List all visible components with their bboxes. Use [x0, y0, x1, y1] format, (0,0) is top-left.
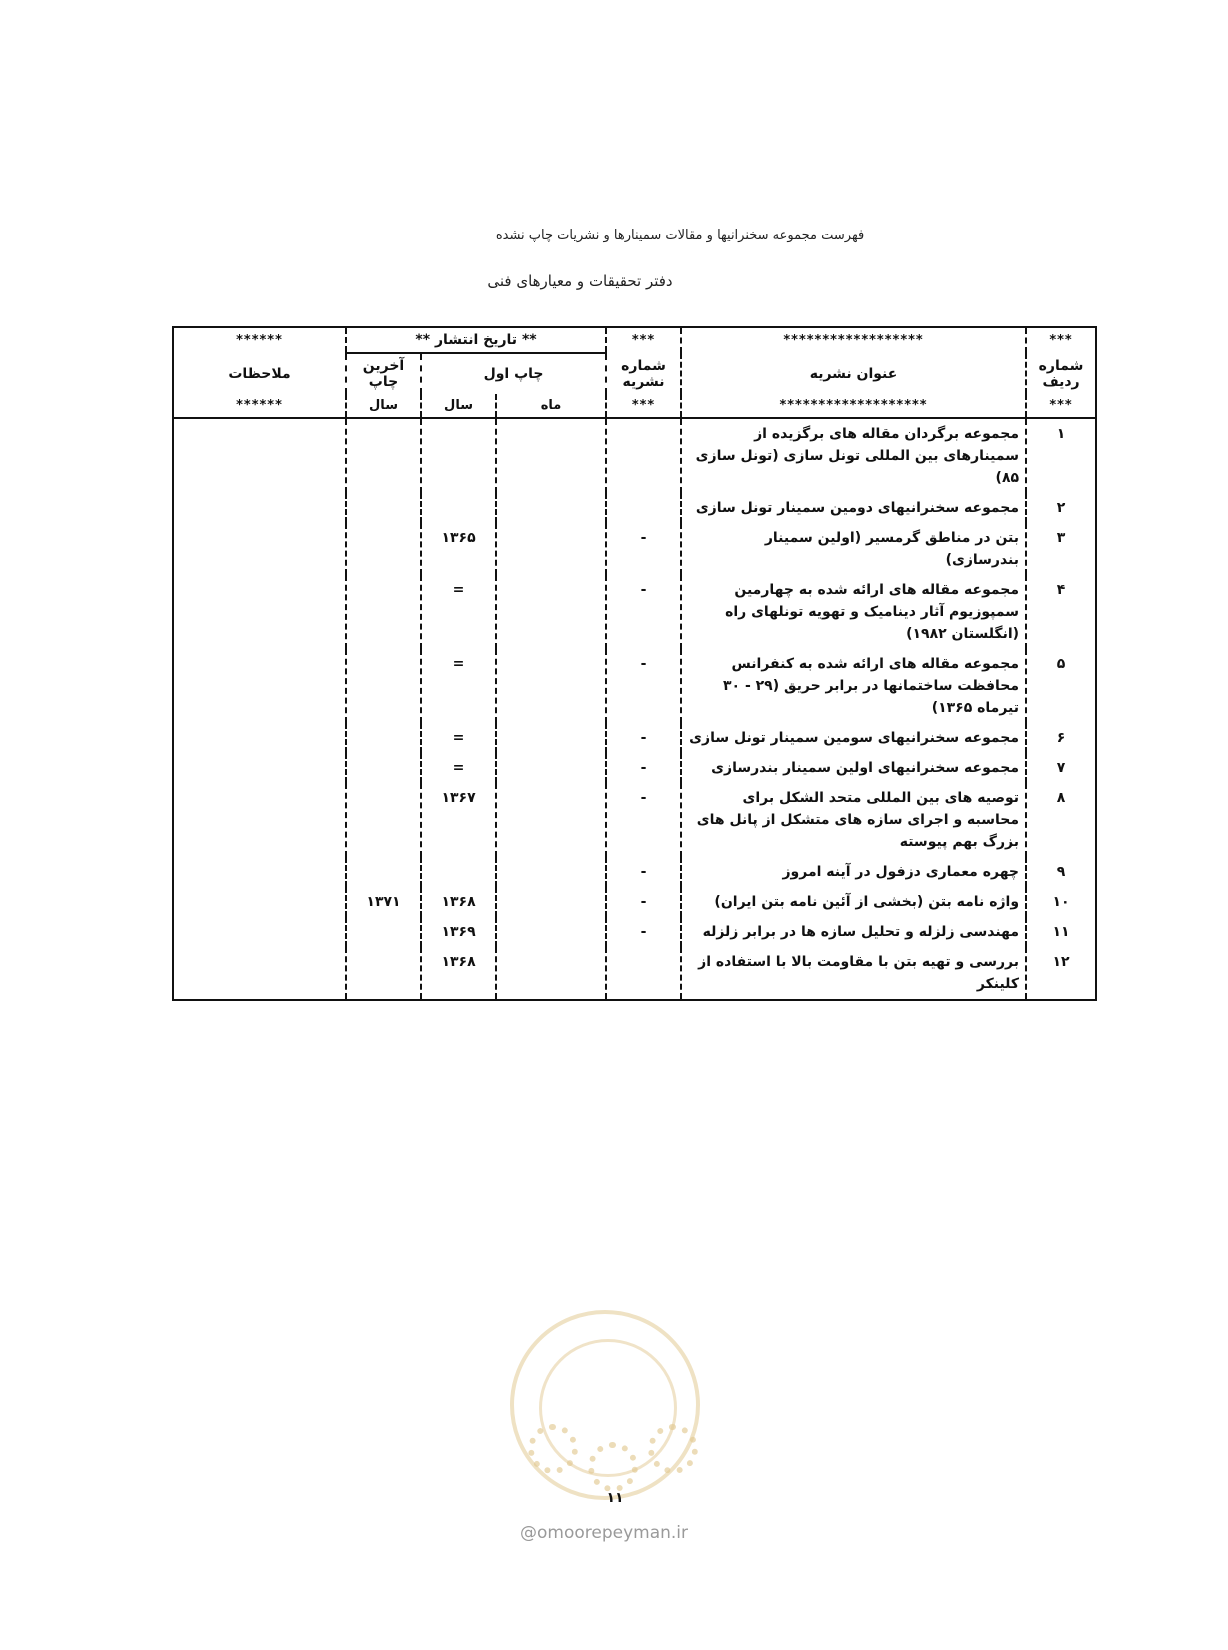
table-row	[173, 917, 1096, 947]
row-last-print-cell	[346, 523, 421, 575]
table-row	[173, 947, 1096, 1000]
header-first-print: چاپ اول	[421, 353, 606, 394]
row-year-cell: =	[421, 753, 496, 783]
row-pub-number-cell: -	[606, 917, 681, 947]
row-month-cell	[496, 418, 606, 493]
header-stars-notes: ******	[173, 327, 346, 353]
row-pub-number-cell: -	[606, 857, 681, 887]
row-last-print-cell	[346, 917, 421, 947]
row-number-cell: ۸	[1026, 783, 1096, 857]
row-notes-cell	[173, 753, 346, 783]
row-year-cell	[421, 857, 496, 887]
document-title: فهرست مجموعه سخنرانیها و مقالات سمینارها و نشریات چاپ نشده	[495, 228, 865, 243]
gear-icon	[588, 1442, 638, 1492]
row-title-cell: مجموعه مقاله های ارائه شده به چهارمین سمپوزیوم آثار دینامیک و تهویه تونلهای راه (انگلستان ۱۹۸۲)	[681, 575, 1026, 649]
table-body	[173, 418, 1096, 1000]
row-year-cell: ۱۳۶۵	[421, 523, 496, 575]
row-year-cell	[421, 493, 496, 523]
row-number-cell: ۱۲	[1026, 947, 1096, 1000]
table-row	[173, 753, 1096, 783]
row-year-cell: ۱۳۶۹	[421, 917, 496, 947]
table-row	[173, 493, 1096, 523]
table-row	[173, 575, 1096, 649]
row-month-cell	[496, 649, 606, 723]
header-month: ماه	[496, 394, 606, 418]
row-month-cell	[496, 523, 606, 575]
row-last-print-cell	[346, 753, 421, 783]
table-row	[173, 887, 1096, 917]
row-number-cell: ۱۰	[1026, 887, 1096, 917]
header-row-number: شماره ردیف	[1026, 353, 1096, 394]
row-last-print-cell	[346, 947, 421, 1000]
row-month-cell	[496, 857, 606, 887]
row-year-cell	[421, 418, 496, 493]
row-title-cell: بررسی و تهیه بتن با مقاومت بالا با استفاده از کلینکر	[681, 947, 1026, 1000]
row-notes-cell	[173, 418, 346, 493]
document-subtitle: دفتر تحقیقات و معیارهای فنی	[487, 272, 673, 290]
row-last-print-cell	[346, 857, 421, 887]
row-title-cell: بتن در مناطق گرمسیر (اولین سمینار بندرسازی)	[681, 523, 1026, 575]
header-notes: ملاحظات	[173, 353, 346, 394]
table-row	[173, 649, 1096, 723]
row-pub-number-cell	[606, 947, 681, 1000]
header-publish-date: ** تاریخ انتشار **	[346, 327, 606, 353]
row-number-cell: ۹	[1026, 857, 1096, 887]
row-title-cell: مجموعه برگردان مقاله های برگزیده از سمینارهای بین المللی تونل سازی (تونل سازی ۸۵)	[681, 418, 1026, 493]
row-title-cell: چهره معماری دزفول در آینه امروز	[681, 857, 1026, 887]
row-notes-cell	[173, 649, 346, 723]
row-last-print-cell	[346, 649, 421, 723]
header-last-year: سال	[346, 394, 421, 418]
row-year-cell: ۱۳۶۸	[421, 887, 496, 917]
header-stars-notes-2: ******	[173, 394, 346, 418]
row-month-cell	[496, 947, 606, 1000]
row-number-cell: ۲	[1026, 493, 1096, 523]
row-last-print-cell	[346, 575, 421, 649]
row-month-cell	[496, 783, 606, 857]
row-notes-cell	[173, 723, 346, 753]
row-last-print-cell: ۱۳۷۱	[346, 887, 421, 917]
header-stars-num: ***	[1026, 327, 1096, 353]
header-year: سال	[421, 394, 496, 418]
header-stars-num-2: ***	[1026, 394, 1096, 418]
row-notes-cell	[173, 917, 346, 947]
header-stars-title-2: *******************	[681, 394, 1026, 418]
row-pub-number-cell: -	[606, 887, 681, 917]
row-notes-cell	[173, 493, 346, 523]
row-number-cell: ۱۱	[1026, 917, 1096, 947]
row-notes-cell	[173, 575, 346, 649]
row-month-cell	[496, 917, 606, 947]
row-notes-cell	[173, 523, 346, 575]
row-title-cell: مجموعه مقاله های ارائه شده به کنفرانس محافظت ساختمانها در برابر حریق (۲۹ - ۳۰ تیرماه ۱۳۶۵)	[681, 649, 1026, 723]
header-pub-number: شماره نشریه	[606, 353, 681, 394]
row-last-print-cell	[346, 418, 421, 493]
row-title-cell: مجموعه سخنرانیهای دومین سمینار تونل سازی	[681, 493, 1026, 523]
row-pub-number-cell: -	[606, 649, 681, 723]
row-number-cell: ۵	[1026, 649, 1096, 723]
row-month-cell	[496, 753, 606, 783]
gear-icon	[528, 1424, 578, 1474]
row-pub-number-cell: -	[606, 723, 681, 753]
page-number: ۱۱	[606, 1490, 624, 1506]
gear-icon	[648, 1424, 698, 1474]
row-number-cell: ۶	[1026, 723, 1096, 753]
header-stars-pub: ***	[606, 327, 681, 353]
row-number-cell: ۷	[1026, 753, 1096, 783]
row-title-cell: مهندسی زلزله و تحلیل سازه ها در برابر زلزله	[681, 917, 1026, 947]
row-year-cell: =	[421, 575, 496, 649]
row-number-cell: ۱	[1026, 418, 1096, 493]
table-row	[173, 418, 1096, 493]
row-pub-number-cell	[606, 418, 681, 493]
row-year-cell: ۱۳۶۸	[421, 947, 496, 1000]
row-notes-cell	[173, 887, 346, 917]
row-month-cell	[496, 723, 606, 753]
header-last-print: آخرین چاپ	[346, 353, 421, 394]
row-year-cell: =	[421, 723, 496, 753]
row-year-cell: =	[421, 649, 496, 723]
row-pub-number-cell: -	[606, 783, 681, 857]
row-month-cell	[496, 575, 606, 649]
header-title: عنوان نشریه	[681, 353, 1026, 394]
row-pub-number-cell	[606, 493, 681, 523]
table-row	[173, 783, 1096, 857]
table-row	[173, 857, 1096, 887]
seal-logo	[510, 1310, 700, 1500]
row-notes-cell	[173, 857, 346, 887]
row-title-cell: واژه نامه بتن (بخشی از آئین نامه بتن ایران)	[681, 887, 1026, 917]
header-stars-pub-2: ***	[606, 394, 681, 418]
table-row	[173, 523, 1096, 575]
row-title-cell: مجموعه سخنرانیهای سومین سمینار تونل سازی	[681, 723, 1026, 753]
row-number-cell: ۳	[1026, 523, 1096, 575]
row-title-cell: توصیه های بین المللی متحد الشکل برای محاسبه و اجرای سازه های متشکل از پانل های بزرگ بهم پیوسته	[681, 783, 1026, 857]
header-stars-title: ******************	[681, 327, 1026, 353]
watermark: @omoorepeyman.ir	[520, 1523, 689, 1543]
row-last-print-cell	[346, 723, 421, 753]
row-year-cell: ۱۳۶۷	[421, 783, 496, 857]
row-pub-number-cell: -	[606, 575, 681, 649]
publications-table	[172, 326, 1097, 1001]
row-last-print-cell	[346, 493, 421, 523]
row-month-cell	[496, 887, 606, 917]
row-pub-number-cell: -	[606, 523, 681, 575]
row-number-cell: ۴	[1026, 575, 1096, 649]
row-month-cell	[496, 493, 606, 523]
table-row	[173, 723, 1096, 753]
row-pub-number-cell: -	[606, 753, 681, 783]
row-last-print-cell	[346, 783, 421, 857]
row-title-cell: مجموعه سخنرانیهای اولین سمینار بندرسازی	[681, 753, 1026, 783]
row-notes-cell	[173, 947, 346, 1000]
row-notes-cell	[173, 783, 346, 857]
